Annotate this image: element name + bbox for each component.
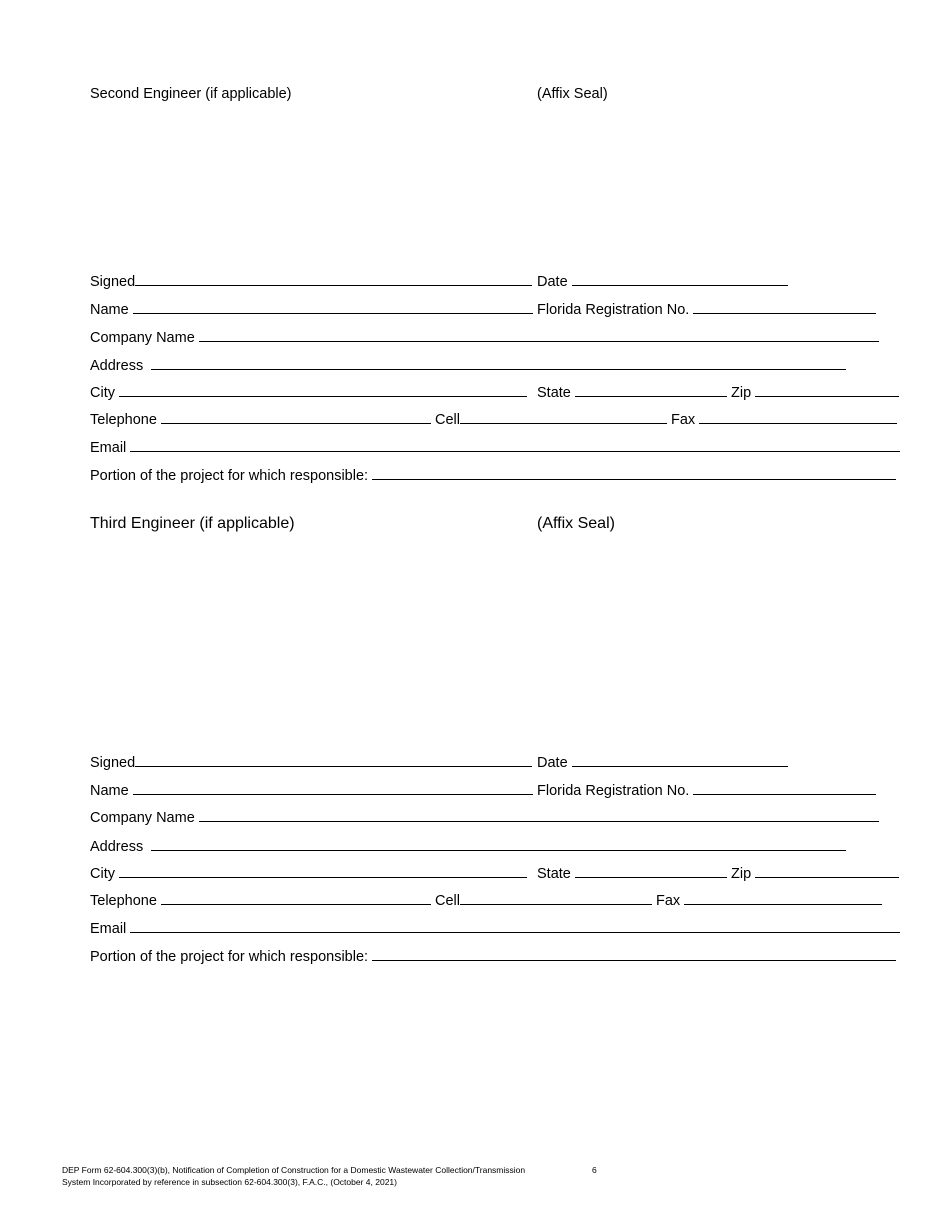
name-field[interactable]	[133, 300, 533, 314]
date-field[interactable]	[572, 753, 788, 767]
city-field[interactable]	[119, 864, 527, 878]
company-name-label: Company Name	[90, 810, 195, 826]
portion-field[interactable]	[372, 466, 896, 480]
date-label: Date	[537, 274, 568, 290]
telephone-field[interactable]	[161, 410, 431, 424]
cell-field[interactable]	[460, 891, 652, 905]
name-label: Name	[90, 783, 129, 799]
name-label: Name	[90, 302, 129, 318]
company-name-field[interactable]	[199, 328, 879, 342]
cell-field[interactable]	[460, 410, 667, 424]
footer-form-line2: System Incorporated by reference in subsection 62-604.300(3), F.A.C., (October 4, 2021)	[62, 1177, 397, 1187]
zip-field[interactable]	[755, 383, 899, 397]
city-field[interactable]	[119, 383, 527, 397]
fax-field[interactable]	[684, 891, 882, 905]
name-field[interactable]	[133, 781, 533, 795]
florida-registration-field[interactable]	[693, 781, 876, 795]
portion-field[interactable]	[372, 947, 896, 961]
state-field[interactable]	[575, 864, 727, 878]
email-field[interactable]	[130, 919, 900, 933]
date-field[interactable]	[572, 272, 788, 286]
city-label: City	[90, 866, 115, 882]
signed-field[interactable]	[135, 272, 532, 286]
affix-seal-label: (Affix Seal)	[537, 86, 608, 102]
zip-label: Zip	[731, 866, 752, 882]
address-field[interactable]	[151, 356, 846, 370]
address-field[interactable]	[151, 837, 846, 851]
affix-seal-label: (Affix Seal)	[537, 515, 615, 532]
address-label: Address	[90, 839, 144, 855]
telephone-label: Telephone	[90, 412, 157, 428]
zip-field[interactable]	[755, 864, 899, 878]
state-field[interactable]	[575, 383, 727, 397]
email-label: Email	[90, 921, 127, 937]
email-field[interactable]	[130, 438, 900, 452]
florida-registration-label: Florida Registration No.	[537, 783, 690, 799]
email-label: Email	[90, 440, 127, 456]
page-number: 6	[592, 1165, 597, 1175]
second-engineer-heading: Second Engineer (if applicable)	[90, 86, 292, 102]
florida-registration-label: Florida Registration No.	[537, 302, 690, 318]
fax-label: Fax	[656, 893, 681, 909]
company-name-label: Company Name	[90, 330, 195, 346]
telephone-label: Telephone	[90, 893, 157, 909]
city-label: City	[90, 385, 115, 401]
cell-label: Cell	[435, 893, 460, 909]
state-label: State	[537, 385, 571, 401]
florida-registration-field[interactable]	[693, 300, 876, 314]
portion-label: Portion of the project for which responsible:	[90, 949, 369, 965]
state-label: State	[537, 866, 571, 882]
footer-form-line1: DEP Form 62-604.300(3)(b), Notification of Completion of Construction for a Domestic Wastewater Collection/Transmission	[62, 1165, 526, 1175]
fax-label: Fax	[671, 412, 696, 428]
signed-label: Signed	[90, 274, 136, 290]
telephone-field[interactable]	[161, 891, 431, 905]
date-label: Date	[537, 755, 568, 771]
signed-label: Signed	[90, 755, 136, 771]
company-name-field[interactable]	[199, 808, 879, 822]
address-label: Address	[90, 358, 144, 374]
fax-field[interactable]	[699, 410, 897, 424]
portion-label: Portion of the project for which responsible:	[90, 468, 369, 484]
signed-field[interactable]	[135, 753, 532, 767]
zip-label: Zip	[731, 385, 752, 401]
third-engineer-heading: Third Engineer (if applicable)	[90, 515, 295, 532]
cell-label: Cell	[435, 412, 460, 428]
